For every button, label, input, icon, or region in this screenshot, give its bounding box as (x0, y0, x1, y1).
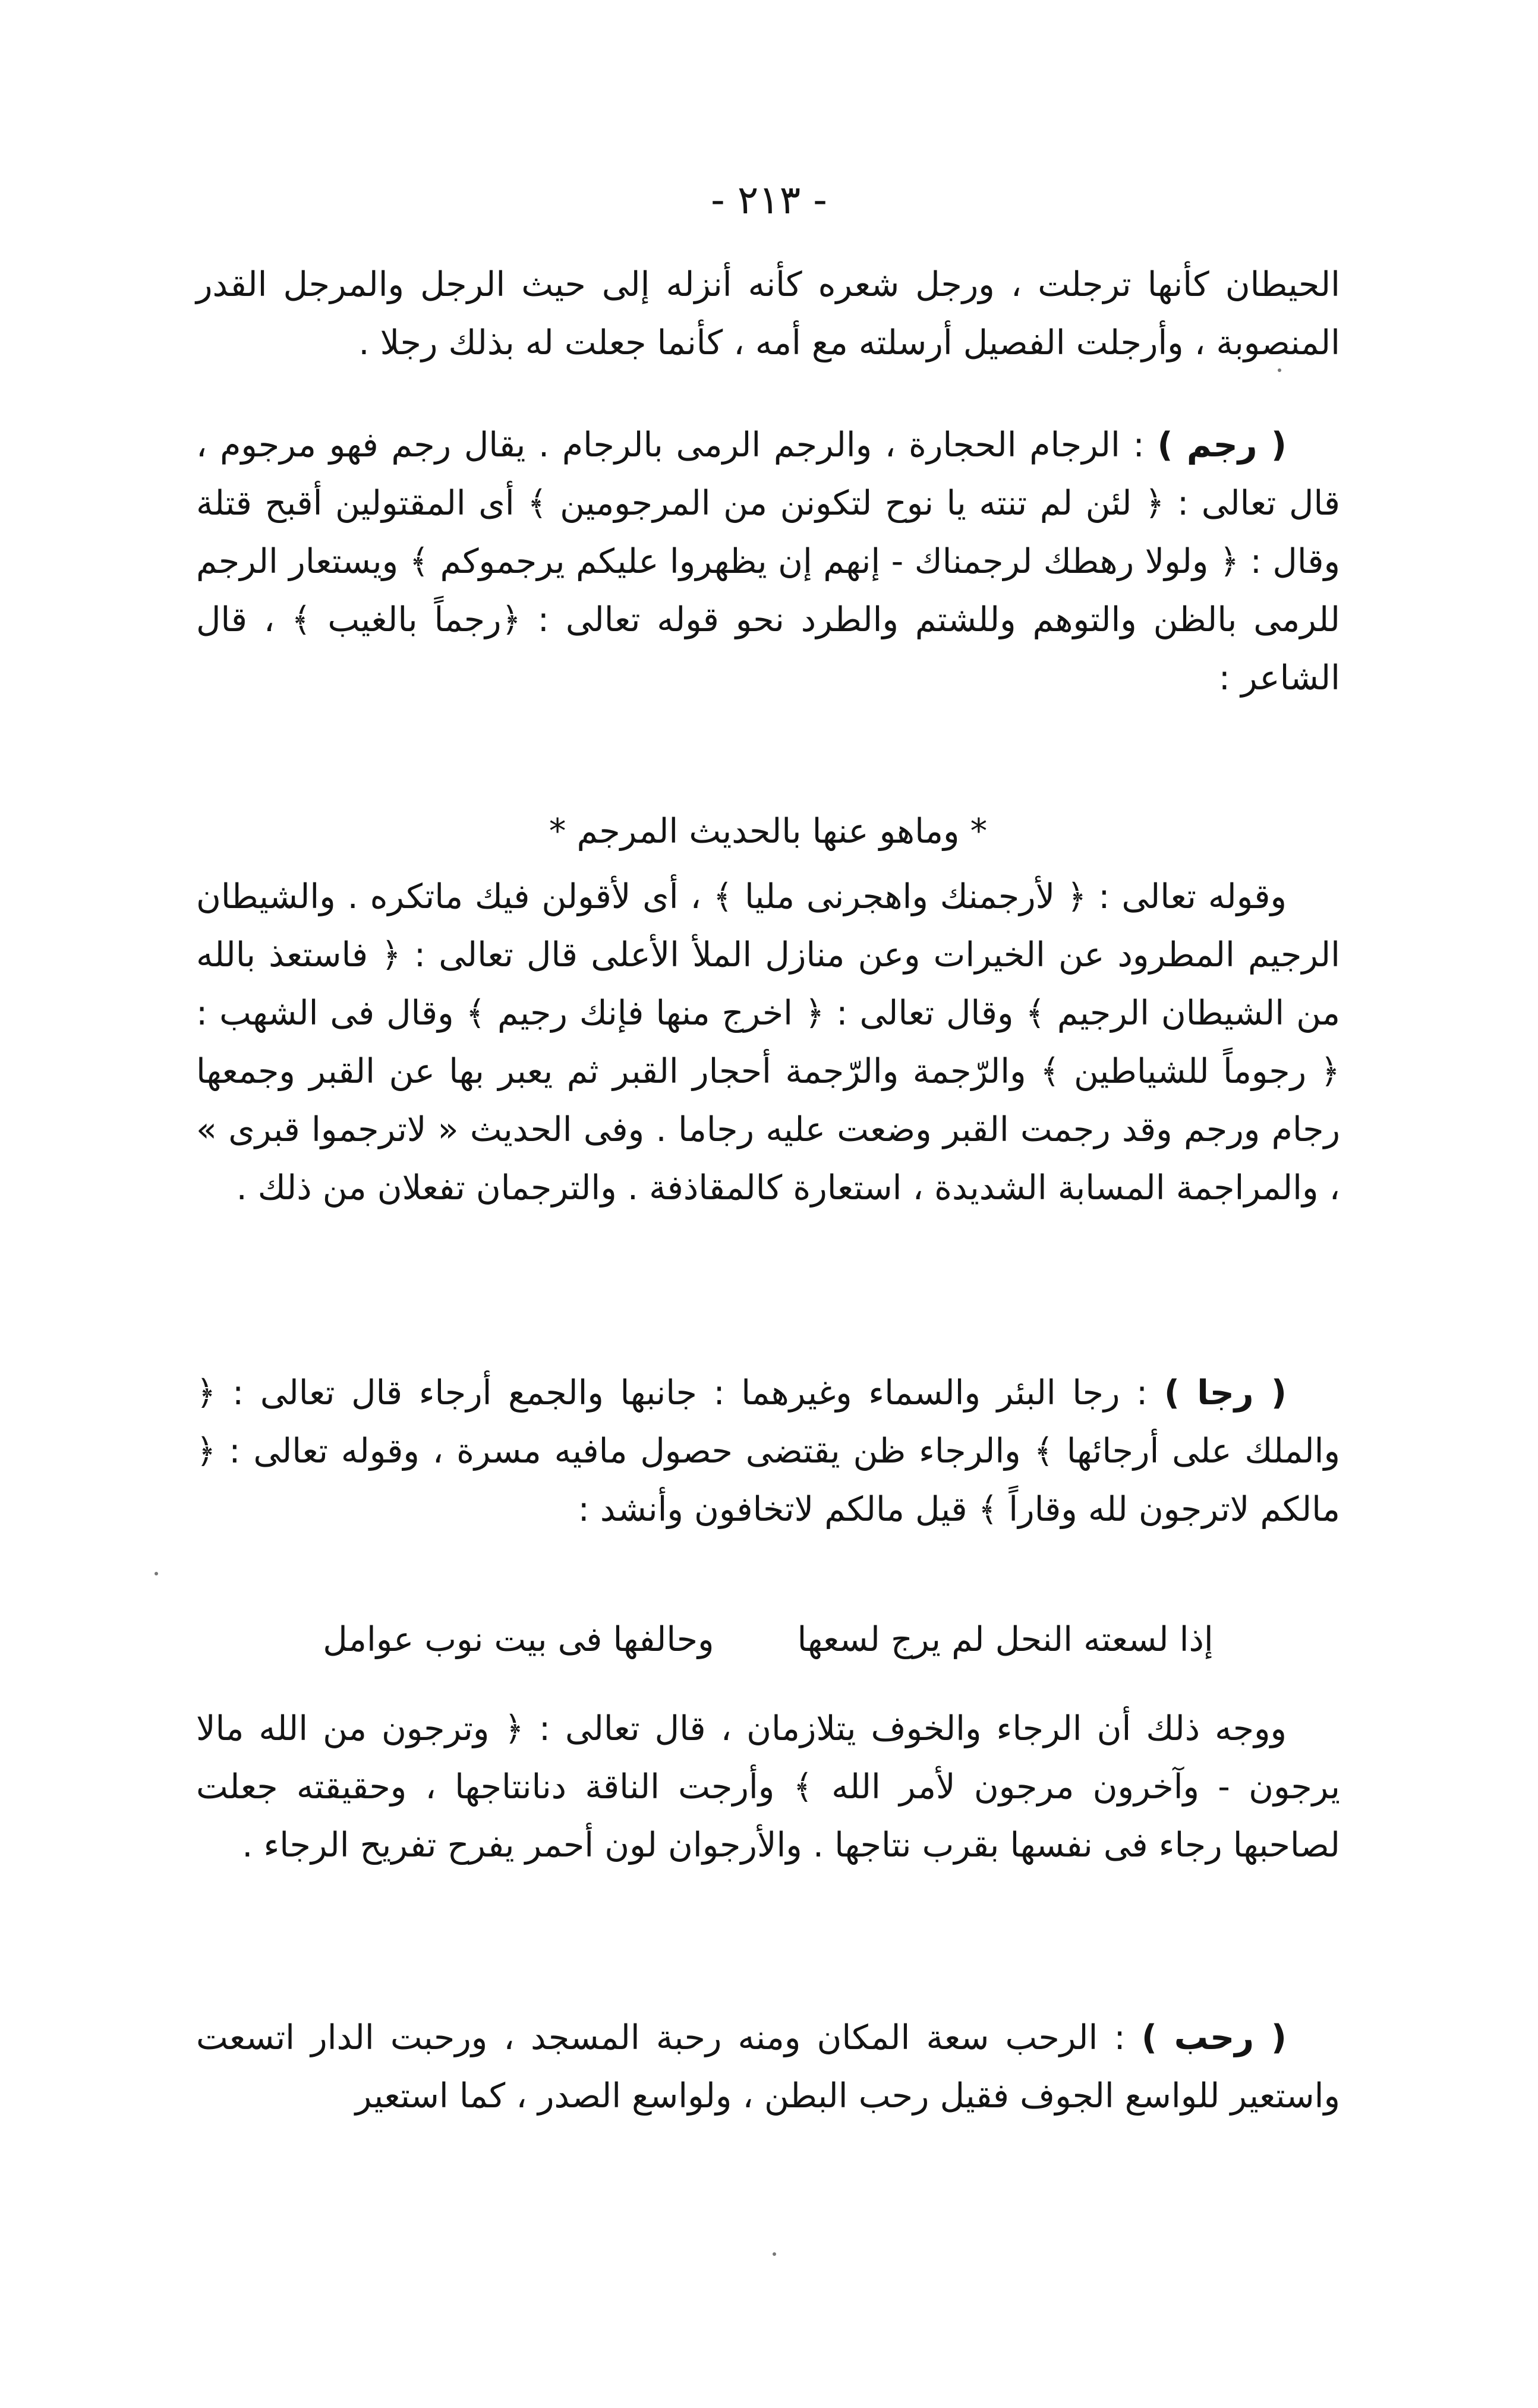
entry-rajm-text: : الرجام الحجارة ، والرجم الرمى بالرجام . يقال رجم فهو مرجوم ، قال تعالى : ﴿ لئن لم تنته يا نوح لتكونن من المرجومين ﴾ أى المقتولين أقبح قتلة وقال : ﴿ ولولا رهطك لرجمناك - إنهم إن يظهروا عليكم يرجموكم ﴾ ويستعار الرجم للرمى بالظن والتوهم وللشتم والطرد نحو قوله تعالى : ﴿رجماً بالغيب ﴾ ، قال الشاعر : (196, 426, 1340, 698)
poem-line (196, 1610, 1340, 1669)
paragraph-continuation (196, 256, 1340, 372)
entry-raja (196, 1364, 1340, 1539)
paragraph-text: الحيطان كأنها ترجلت ، ورجل شعره كأنه أنزله إلى حيث الرجل والمرجل القدر المنصوبة ، وأرجلت الفصيل أرسلته مع أمه ، كأنما جعلت له بذلك رجلا . (196, 265, 1340, 363)
scan-speck (773, 2252, 776, 2256)
entry-rajm-continued (196, 868, 1340, 1217)
scan-speck (155, 1572, 158, 1575)
scan-speck (1278, 368, 1281, 372)
entry-rahb-text: : الرحب سعة المكان ومنه رحبة المسجد ، ورحبت الدار اتسعت واستعير للواسع الجوف فقيل رحب البطن ، ولواسع الصدر ، كما استعير (196, 2018, 1340, 2116)
poem-hemistich-first: إذا لسعته النحل لم يرج لسعها (797, 1620, 1214, 1659)
entry-rahb (196, 2009, 1340, 2125)
headword-rahb: ( رحب ) (1141, 2018, 1287, 2057)
entry-raja-paragraph (196, 1364, 1340, 1539)
entry-raja-text: : رجا البئر والسماء وغيرهما : جانبها والجمع أرجاء قال تعالى : ﴿ والملك على أرجائها ﴾ والرجاء ظن يقتضى حصول مافيه مسرة ، وقوله تعالى : ﴿ مالكم لاترجون لله وقاراً ﴾ قيل مالكم لاتخافون وأنشد : (196, 1373, 1340, 1529)
entry-raja-continued (196, 1700, 1340, 1874)
entry-rajm-paragraph (196, 416, 1340, 707)
quoted-verse: * وماهو عنها بالحديث المرجم * (549, 812, 988, 851)
entry-rahb-paragraph (196, 2009, 1340, 2125)
poem-hemistich-second: وحالفها فى بيت نوب عوامل (323, 1620, 714, 1659)
page-number: - ٢١٣ - (711, 177, 827, 223)
headword-rajm: ( رجم ) (1157, 426, 1287, 465)
entry-rajm (196, 416, 1340, 707)
entry-rajm-continued-text: وقوله تعالى : ﴿ لأرجمنك واهجرنى مليا ﴾ ، أى لأقولن فيك ماتكره . والشيطان الرجيم المطرود عن الخيرات وعن منازل الملأ الأعلى قال تعالى : ﴿ فاستعذ بالله من الشيطان الرجيم ﴾ وقال تعالى : ﴿ اخرج منها فإنك رجيم ﴾ وقال فى الشهب : ﴿ رجوماً للشياطين ﴾ والرّجمة والرّجمة أحجار القبر ثم يعبر بها عن القبر وجمعها رجام ورجم وقد رجمت القبر وضعت عليه رجاما . وفى الحديث « لاترجموا قبرى » ، والمراجمة المسابة الشديدة ، استعارة كالمقاذفة . والترجمان تفعلان من ذلك . (196, 877, 1340, 1208)
entry-raja-continued-text: ووجه ذلك أن الرجاء والخوف يتلازمان ، قال تعالى : ﴿ وترجون من الله مالا يرجون - وآخرون مرجون لأمر الله ﴾ وأرجت الناقة دنانتاجها ، وحقيقته جعلت لصاحبها رجاء فى نفسها بقرب نتاجها . والأرجوان لون أحمر يفرح تفريح الرجاء . (196, 1709, 1340, 1865)
headword-raja: ( رجا ) (1164, 1373, 1287, 1413)
